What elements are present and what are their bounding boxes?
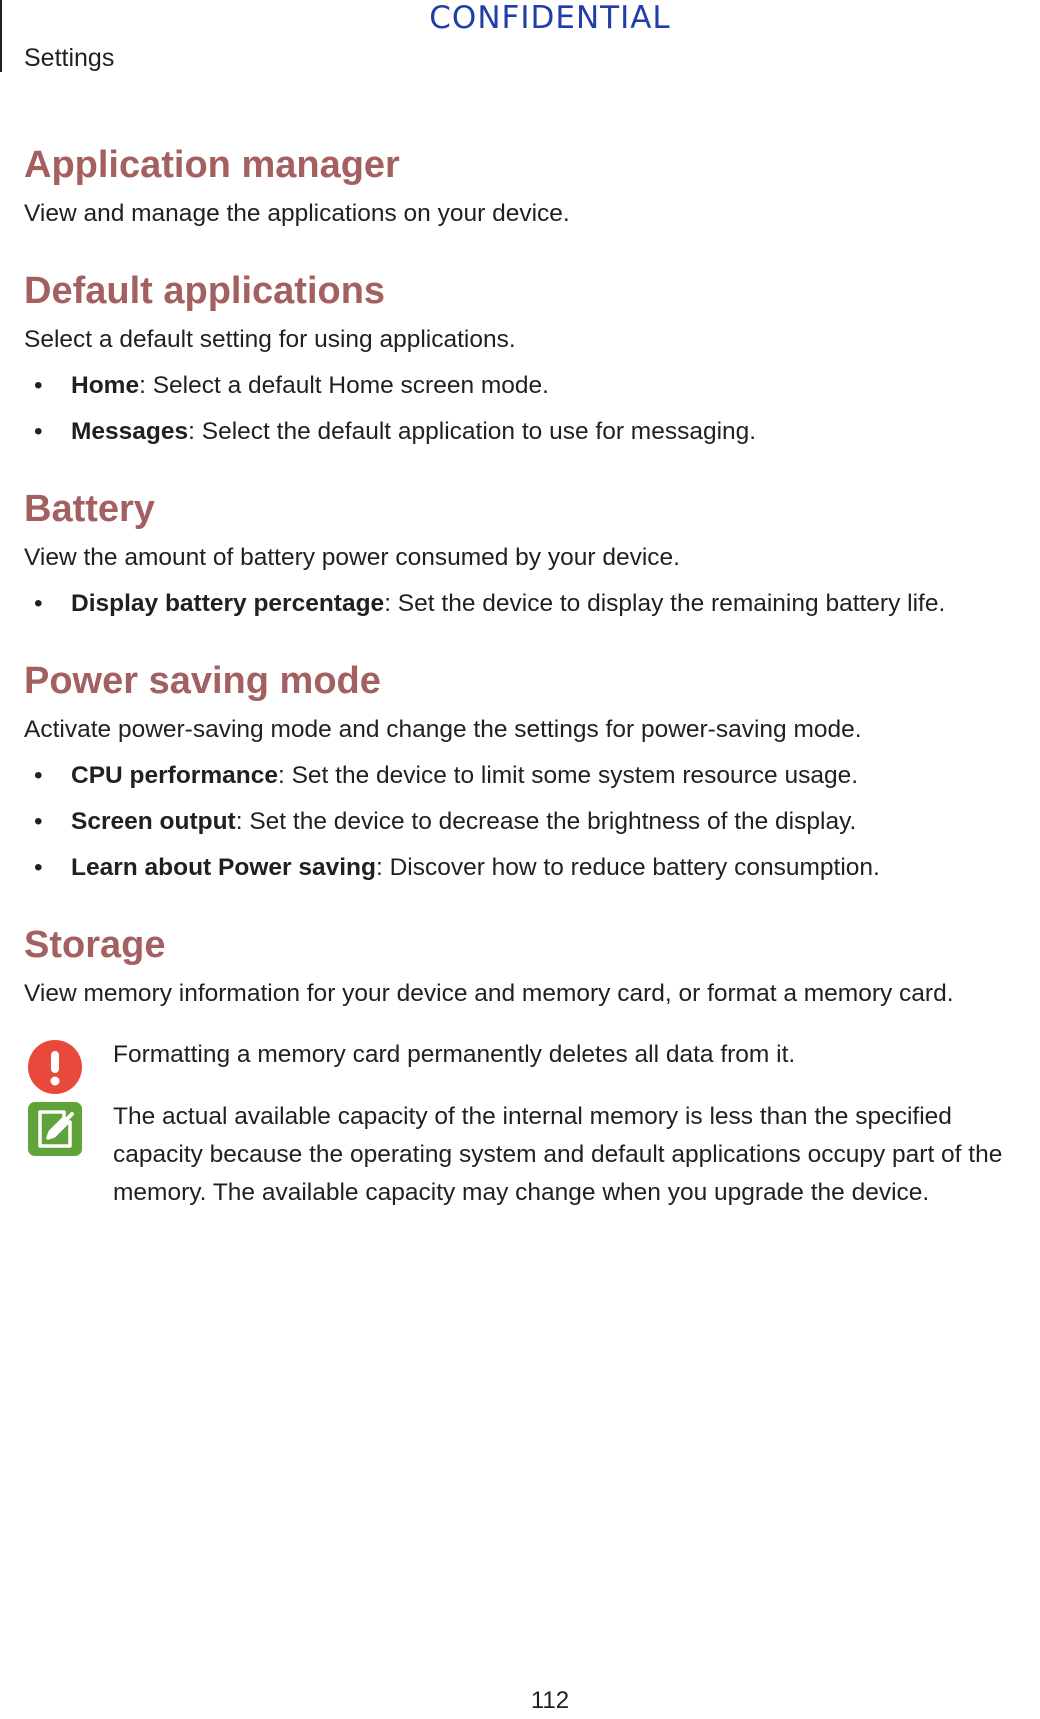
list-item — [24, 760, 1024, 792]
section-power-saving-mode — [24, 658, 1024, 884]
item-term: Messages — [71, 418, 189, 445]
item-text: : Select a default Home screen mode. — [139, 372, 549, 399]
item-term: Screen output — [71, 808, 236, 835]
section-heading: Default applications — [24, 270, 386, 312]
section-default-applications — [24, 268, 1024, 448]
item-term: Display battery percentage — [71, 590, 385, 617]
section-battery — [24, 486, 1024, 620]
item-term: Learn about Power saving — [71, 854, 376, 881]
bullet: • — [34, 418, 43, 445]
bullet-list — [24, 370, 1024, 448]
bullet: • — [34, 372, 43, 399]
page-content — [24, 142, 1024, 1212]
bullet: • — [34, 590, 43, 617]
tip-note — [24, 1098, 1024, 1212]
header-rule — [0, 0, 2, 72]
list-item — [24, 416, 1024, 448]
note-text: capacity because the operating system and default applications occupy part of the — [113, 1141, 1003, 1168]
item-text: : Set the device to decrease the brightness of the display. — [235, 808, 857, 835]
section-description: View the amount of battery power consumed by your device. — [24, 544, 680, 571]
section-description: View memory information for your device and memory card, or format a memory card. — [24, 980, 954, 1007]
item-text: : Set the device to display the remaining battery life. — [384, 590, 946, 617]
caution-icon — [28, 1040, 82, 1094]
item-term: CPU performance — [71, 762, 278, 789]
bullet: • — [34, 762, 43, 789]
bullet: • — [34, 854, 43, 881]
note-icon — [28, 1102, 82, 1156]
section-storage — [24, 922, 1024, 1010]
section-heading: Power saving mode — [24, 660, 381, 702]
item-text: : Set the device to limit some system resource usage. — [277, 762, 859, 789]
item-text: : Select the default application to use for messaging. — [188, 418, 757, 445]
list-item — [24, 588, 1024, 620]
section-description: View and manage the applications on your device. — [24, 200, 570, 227]
section-heading: Application manager — [24, 144, 400, 186]
section-heading: Battery — [24, 488, 155, 530]
caution-note — [24, 1036, 1024, 1074]
list-item — [24, 852, 1024, 884]
confidential-watermark: CONFIDENTIAL — [429, 0, 671, 36]
note-text: memory. The available capacity may change when you upgrade the device. — [113, 1179, 930, 1206]
bullet: • — [34, 808, 43, 835]
bullet-list — [24, 588, 1024, 620]
section-application-manager — [24, 142, 1024, 230]
note-text: Formatting a memory card permanently deletes all data from it. — [113, 1041, 796, 1068]
note-text: The actual available capacity of the internal memory is less than the specified — [113, 1103, 952, 1130]
bullet-list — [24, 760, 1024, 884]
running-head: Settings — [24, 44, 115, 72]
item-term: Home — [71, 372, 140, 399]
page-number: 112 — [530, 1687, 570, 1714]
item-text: : Discover how to reduce battery consumption. — [375, 854, 880, 881]
list-item — [24, 370, 1024, 402]
section-description: Activate power-saving mode and change the settings for power-saving mode. — [24, 716, 862, 743]
section-description: Select a default setting for using applications. — [24, 326, 516, 353]
section-heading: Storage — [24, 924, 166, 966]
list-item — [24, 806, 1024, 838]
